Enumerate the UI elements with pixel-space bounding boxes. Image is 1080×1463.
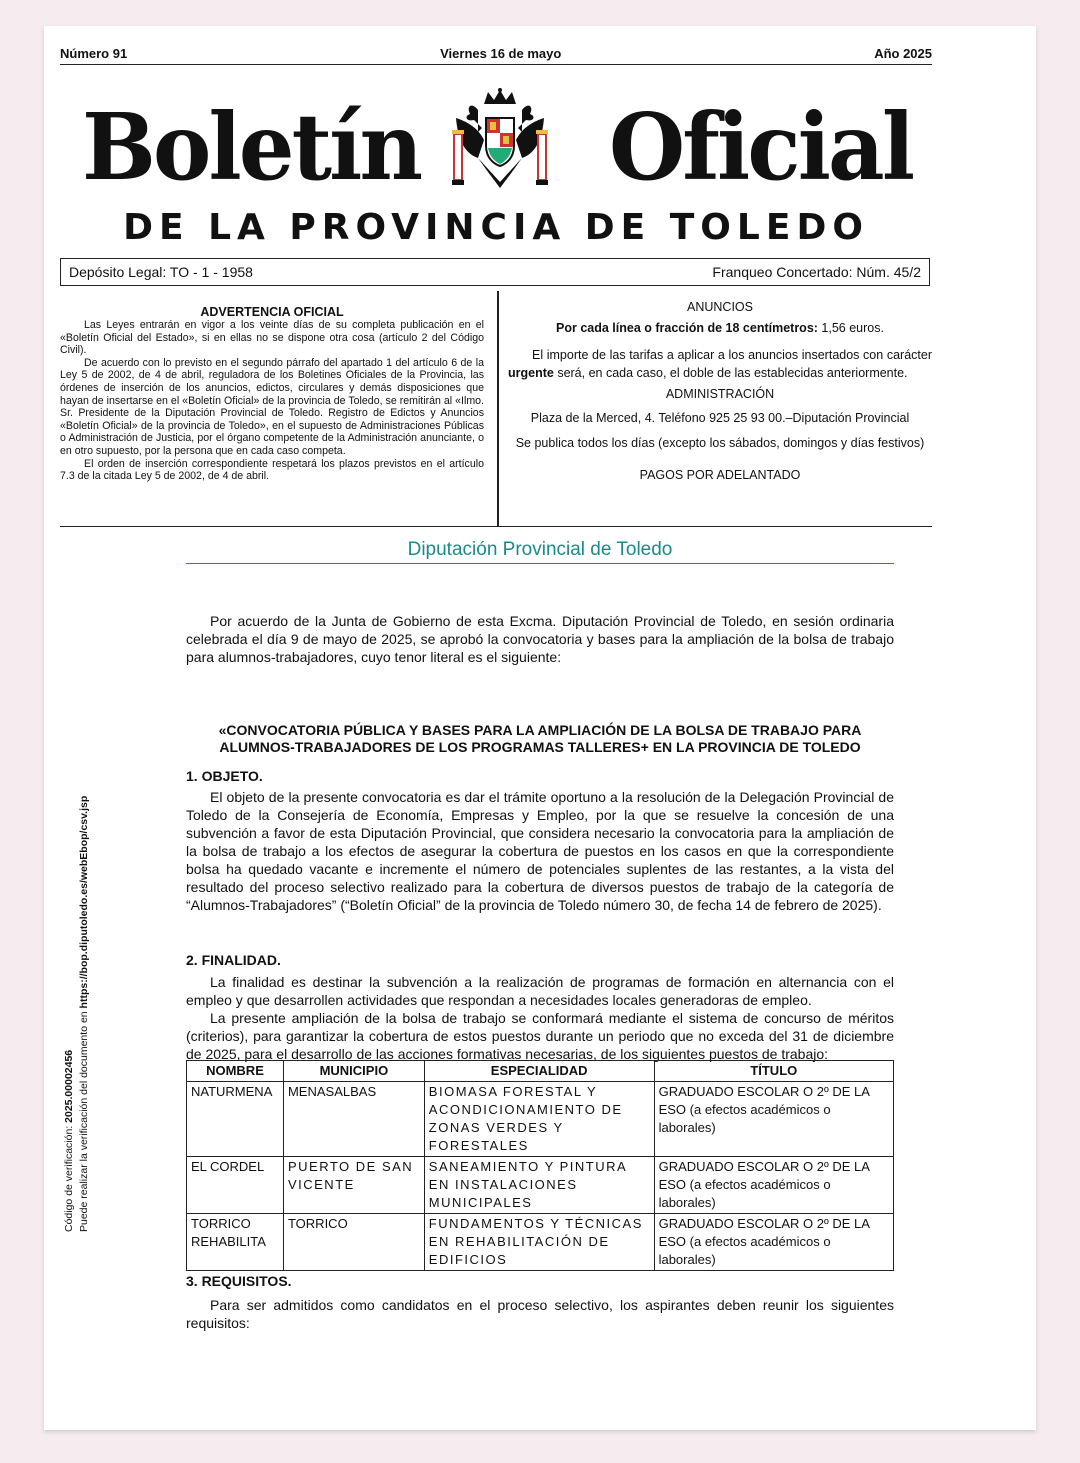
column-header: TÍTULO xyxy=(654,1061,893,1082)
table-cell: TORRICO REHABILITA xyxy=(187,1214,284,1271)
verification-code-label: Código de verificación: xyxy=(63,1122,75,1232)
anuncios-urgent xyxy=(508,347,932,382)
verification-sidebar xyxy=(62,742,102,1232)
requisitos-text: Para ser admitidos como candidatos en el proceso selectivo, los aspirantes deben reunir los siguientes requisitos: xyxy=(186,1297,894,1331)
advertencia-paragraph-3: El orden de inserción correspondiente respetará los plazos previstos en el artículo 7.3 de la citada Ley 5 de 2002, de 4 de abril. xyxy=(60,457,484,483)
advertencia-paragraph-1: Las Leyes entrarán en vigor a los veinte días de su completa publicación en el «Boletín Oficial del Estado», si en ellas no se dispone otra cosa (artículo 2 del Código Civil). xyxy=(60,319,484,357)
section-requisitos xyxy=(186,1272,894,1332)
anuncios-urgent-pre: El importe de las tarifas a aplicar a los anuncios insertados con carácter xyxy=(532,348,932,362)
column-header: MUNICIPIO xyxy=(283,1061,424,1082)
finalidad-text-2: La presente ampliación de la bolsa de trabajo se conformará mediante el sistema de concurso de méritos (criterios), para garantizar la cobertura de estos puestos durante un periodo que no exceda del 31 de diciembre de 2025, para el desarrollo de las acciones formativas necesarias, de los siguientes puestos de trabajo: xyxy=(186,1010,894,1062)
objeto-text: El objeto de la presente convocatoria es dar el trámite oportuno a la resolución de la Delegación Provincial de Toledo de la Consejería de Economía, Empresas y Empleo, por la que se resuelve la concesión de una subvención a favor de esta Diputación Provincial, que considera necesario la convocatoria para la ampliación de la bolsa de trabajo a los efectos de asegurar la cobertura de puestos en los casos en que la correspondiente bolsa ha quedado vacante e incremente el número de potenciales suplentes de las restantes, a la vista del resultado del proceso selectivo realizado para la cobertura de diversos puestos de trabajo de la categoría de “Alumnos-Trabajadores” (“Boletín Oficial” de la provincia de Toledo número 30, de fecha 14 de febrero de 2025). xyxy=(186,789,894,913)
convocatoria-title: «CONVOCATORIA PÚBLICA Y BASES PARA LA AMPLIACIÓN DE LA BOLSA DE TRABAJO PARA ALUMNOS-TRABAJADORES DE LOS PROGRAMAS TALLERES+ EN LA PROVINCIA DE TOLEDO xyxy=(218,722,862,755)
issue-number: Número 91 xyxy=(60,46,128,61)
table-row xyxy=(187,1214,894,1271)
publication-schedule: Se publica todos los días (excepto los sábados, domingos y días festivos) xyxy=(515,436,925,450)
table-cell: GRADUADO ESCOLAR O 2º DE LA ESO (a efectos académicos o laborales) xyxy=(654,1214,893,1271)
administracion-title: ADMINISTRACIÓN xyxy=(665,387,775,401)
intro-text: Por acuerdo de la Junta de Gobierno de esta Excma. Diputación Provincial de Toledo, en sesión ordinaria celebrada el día 9 de mayo de 2025, se aprobó la convocatoria y bases para la ampliación de la bolsa de trabajo para alumnos-trabajadores, cuyo tenor literal es el siguiente: xyxy=(186,613,894,665)
section-title: Diputación Provincial de Toledo xyxy=(186,538,894,564)
anuncios-info xyxy=(508,299,932,484)
table-row xyxy=(187,1157,894,1214)
masthead-word-right: Oficial xyxy=(608,93,912,201)
payment-note: PAGOS POR ADELANTADO xyxy=(639,467,801,482)
anuncios-urgent-bold: urgente xyxy=(508,365,554,380)
masthead-subtitle: DE LA PROVINCIA DE TOLEDO xyxy=(123,207,869,248)
advertencia-title: ADVERTENCIA OFICIAL xyxy=(200,305,344,319)
verification-url-label: Puede realizar la verificación del documento en xyxy=(78,1008,90,1232)
info-divider xyxy=(497,291,499,526)
table-header-row xyxy=(187,1061,894,1082)
verification-code: 2025.00002456 xyxy=(63,1049,75,1123)
column-header: ESPECIALIDAD xyxy=(424,1061,654,1082)
table-cell: GRADUADO ESCOLAR O 2º DE LA ESO (a efectos académicos o laborales) xyxy=(654,1157,893,1214)
verification-url-line xyxy=(77,742,92,1232)
table-cell: SANEAMIENTO Y PINTURA EN INSTALACIONES MUNICIPALES xyxy=(424,1157,654,1214)
section-objeto xyxy=(186,767,894,914)
anuncios-rate-value: 1,56 euros. xyxy=(817,320,884,335)
franqueo: Franqueo Concertado: Núm. 45/2 xyxy=(712,264,921,280)
issue-year: Año 2025 xyxy=(874,46,932,61)
advertencia-oficial xyxy=(60,305,484,483)
table-cell: MENASALBAS xyxy=(283,1082,424,1157)
finalidad-text-1: La finalidad es destinar la subvención a la realización de programas de formación en alternancia con el empleo y que desarrollen actividades que respondan a necesidades locales generadoras de empleo. xyxy=(186,974,894,1008)
table-cell: EL CORDEL xyxy=(187,1157,284,1214)
anuncios-rate-label: Por cada línea o fracción de 18 centímetros: xyxy=(556,320,818,335)
legal-deposit: Depósito Legal: TO - 1 - 1958 xyxy=(69,264,253,280)
advertencia-paragraph-2: De acuerdo con lo previsto en el segundo párrafo del apartado 1 del artículo 6 de la Ley 5 de 2002, de 4 de abril, reguladora de los Boletines Oficiales de la Provincia, las órdenes de inserción de los anuncios, edictos, circulares y demás disposiciones que hayan de insertarse en el «Boletín Oficial» de la provincia de Toledo, se remitirán al «Ilmo. Sr. Presidente de la Diputación Provincial de Toledo. Registro de Edictos y Anuncios «Boletín Oficial» de la provincia de Toledo», en el supuesto de Administraciones Públicas o Administración de Justicia, por el órgano competente de la Administración anunciante, o en otro supuesto, por la persona que en cada caso competa. xyxy=(60,356,484,457)
table-cell: FUNDAMENTOS Y TÉCNICAS EN REHABILITACIÓN DE EDIFICIOS xyxy=(424,1214,654,1271)
table-cell: GRADUADO ESCOLAR O 2º DE LA ESO (a efectos académicos o laborales) xyxy=(654,1082,893,1157)
info-block xyxy=(60,291,932,527)
convocatoria-block xyxy=(186,722,894,756)
verification-code-line xyxy=(62,742,77,1232)
intro-paragraph xyxy=(186,612,894,666)
requisitos-heading: 3. REQUISITOS. xyxy=(186,1273,292,1289)
anuncios-rate xyxy=(508,320,932,338)
anuncios-urgent-post: será, en cada caso, el doble de las establecidas anteriormente. xyxy=(553,365,908,380)
table-cell: TORRICO xyxy=(283,1214,424,1271)
finalidad-heading: 2. FINALIDAD. xyxy=(186,952,281,968)
administracion-address: Plaza de la Merced, 4. Teléfono 925 25 93 00.–Diputación Provincial xyxy=(530,410,910,425)
table-cell: BIOMASA FORESTAL Y ACONDICIONAMIENTO DE ZONAS VERDES Y FORESTALES xyxy=(424,1082,654,1157)
section-finalidad xyxy=(186,951,894,1063)
column-header: NOMBRE xyxy=(187,1061,284,1082)
legal-box xyxy=(60,258,930,286)
table-cell: NATURMENA xyxy=(187,1082,284,1157)
coat-of-arms-icon xyxy=(448,88,552,196)
issue-date: Viernes 16 de mayo xyxy=(440,46,562,61)
table-row xyxy=(187,1082,894,1157)
masthead-word-left: Boletín xyxy=(82,93,421,201)
verification-text xyxy=(62,742,102,1232)
objeto-heading: 1. OBJETO. xyxy=(186,768,263,784)
jobs-table xyxy=(186,1060,894,1271)
anuncios-title: ANUNCIOS xyxy=(687,300,753,314)
masthead xyxy=(60,92,932,202)
issue-header xyxy=(60,46,932,65)
table-cell: PUERTO DE SAN VICENTE xyxy=(283,1157,424,1214)
verification-url[interactable]: https://bop.diputoledo.es/webEbop/csv.jsp xyxy=(78,795,90,1009)
